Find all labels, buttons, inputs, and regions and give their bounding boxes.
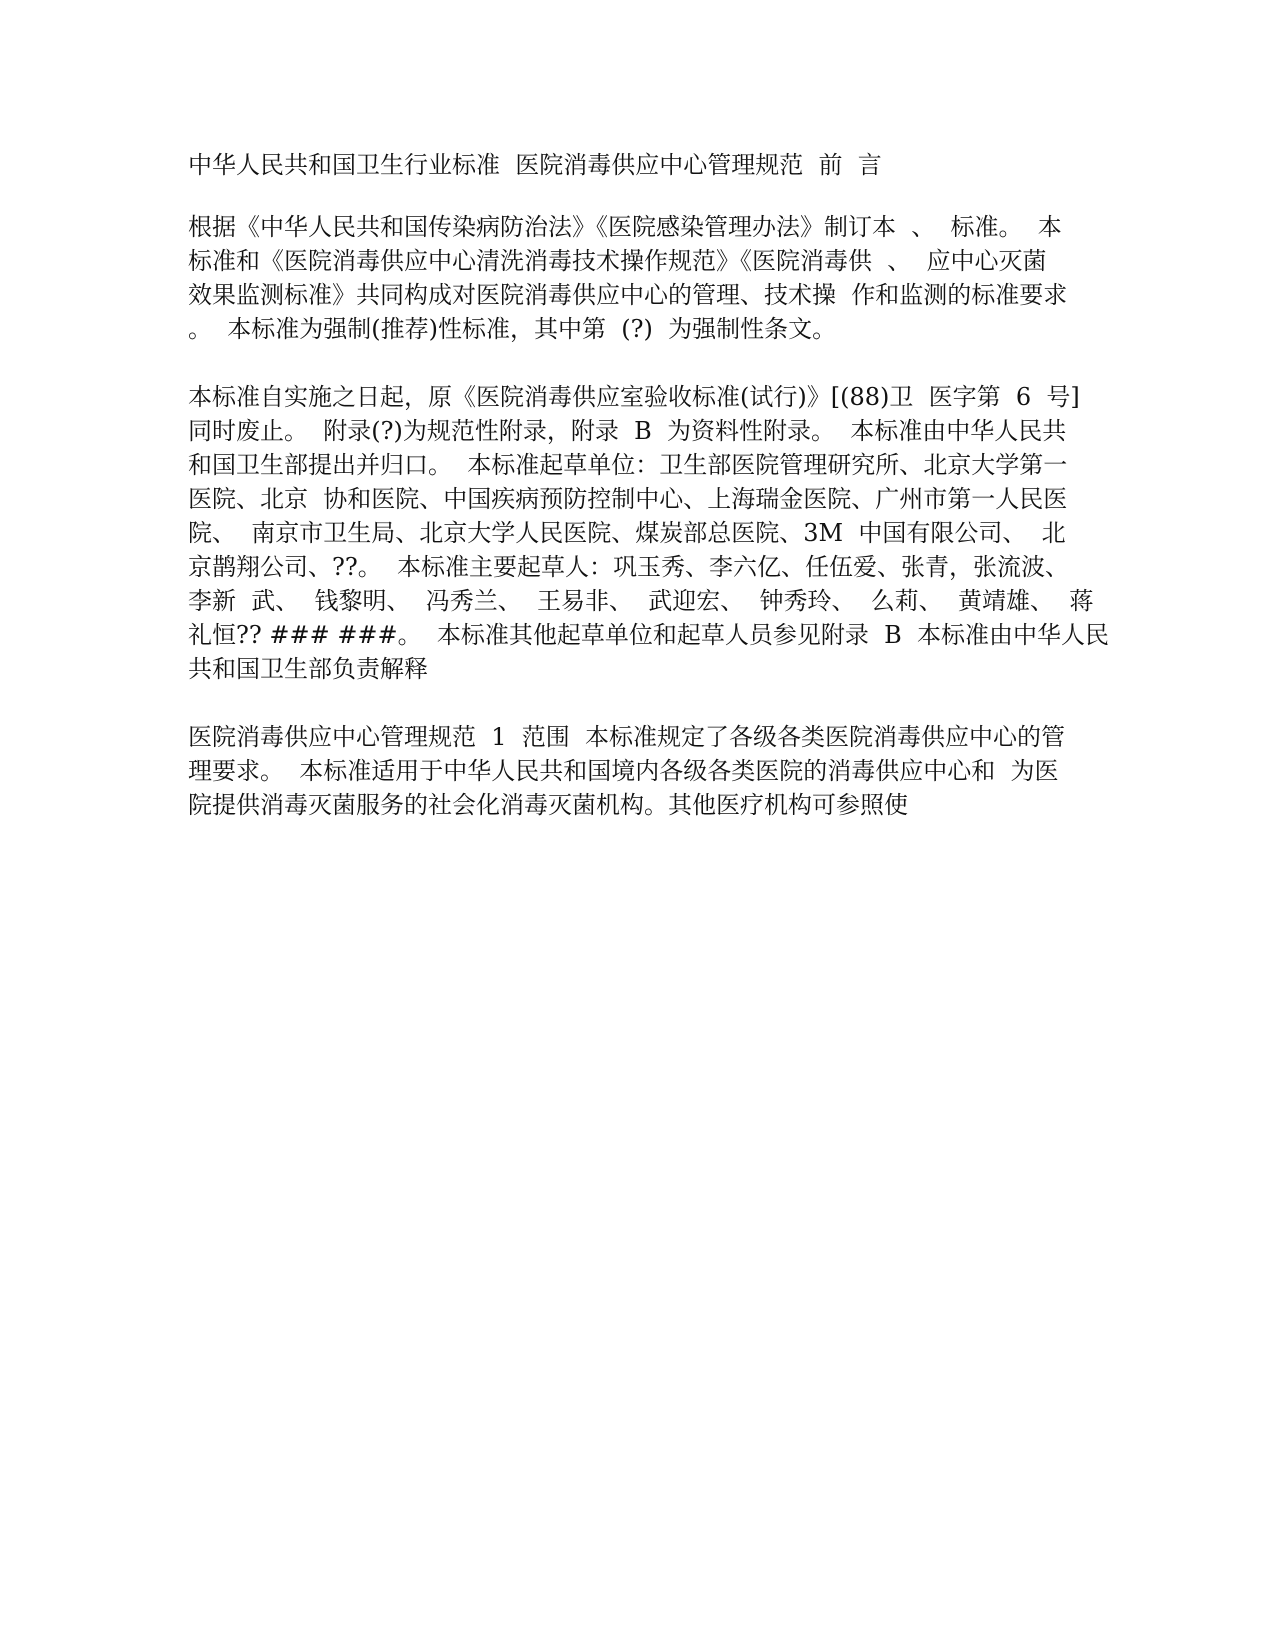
- paragraph-scope: [188, 720, 1088, 822]
- document-heading: 中华人民共和国卫生行业标准 医院消毒供应中心管理规范 前 言: [188, 151, 882, 179]
- paragraph-foreword: [188, 210, 1088, 346]
- text-line: 标准和《医院消毒供应中心清洗消毒技术操作规范》《医院消毒供 、 应中心灭菌: [188, 247, 1047, 275]
- text-line: 根据《中华人民共和国传染病防治法》《医院感染管理办法》制订本 、 标准。 本: [188, 213, 1062, 241]
- document-body: [188, 148, 1110, 856]
- text-line: 。 本标准为强制(推荐)性标准，其中第 (?) 为强制性条文。: [188, 315, 837, 343]
- text-line: 和国卫生部提出并归口。 本标准起草单位：卫生部医院管理研究所、北京大学第一: [188, 451, 1068, 479]
- text-line: 京鹊翔公司、??。 本标准主要起草人：巩玉秀、李六亿、任伍爱、张青，张流波、: [188, 553, 1069, 581]
- text-line: 同时废止。 附录(?)为规范性附录，附录 B 为资料性附录。 本标准由中华人民共: [188, 417, 1067, 445]
- text-line: 医院、北京 协和医院、中国疾病预防控制中心、上海瑞金医院、广州市第一人民医: [188, 485, 1068, 513]
- text-line: 理要求。 本标准适用于中华人民共和国境内各级各类医院的消毒供应中心和 为医: [188, 757, 1059, 785]
- text-line: 院提供消毒灭菌服务的社会化消毒灭菌机构。其他医疗机构可参照使: [188, 791, 908, 819]
- text-line: 效果监测标准》共同构成对医院消毒供应中心的管理、技术操 作和监测的标准要求: [188, 281, 1068, 309]
- text-line: 礼恒?? ### ###。 本标准其他起草单位和起草人员参见附录 B 本标准由中华人民: [188, 621, 1110, 649]
- text-line: 李新 武、 钱黎明、 冯秀兰、 王易非、 武迎宏、 钟秀玲、 么莉、 黄靖雄、 蒋: [188, 587, 1094, 615]
- text-line: 医院消毒供应中心管理规范 1 范围 本标准规定了各级各类医院消毒供应中心的管: [188, 723, 1066, 751]
- text-line: 院、 南京市卫生局、北京大学人民医院、煤炭部总医院、3M 中国有限公司、 北: [188, 519, 1066, 547]
- text-line: 本标准自实施之日起，原《医院消毒供应室验收标准(试行)》[(88)卫 医字第 6 号]: [188, 383, 1080, 411]
- text-line: 共和国卫生部负责解释: [188, 655, 428, 683]
- paragraph-authors: [188, 380, 1110, 686]
